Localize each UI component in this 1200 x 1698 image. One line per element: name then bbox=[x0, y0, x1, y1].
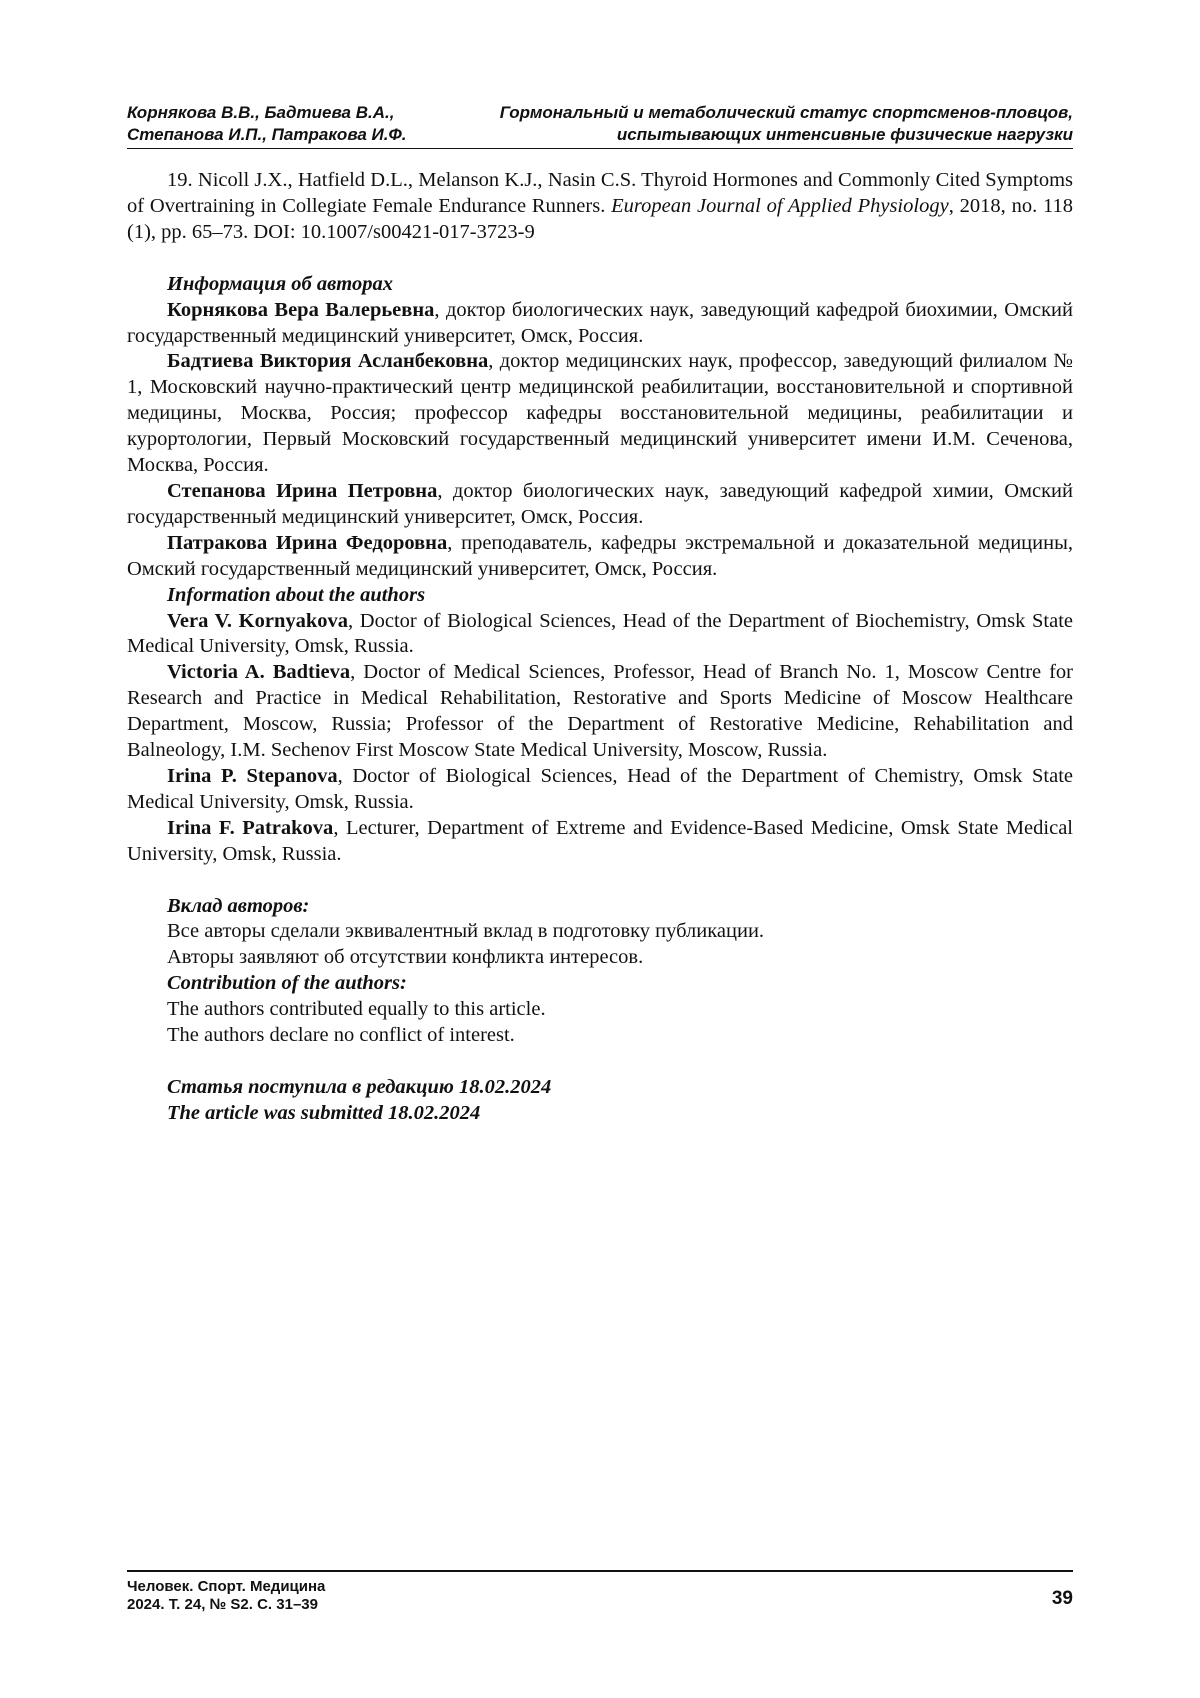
header-authors-line: Степанова И.П., Патракова И.Ф. bbox=[127, 124, 407, 146]
author-name: Корнякова Вера Валерьевна bbox=[167, 299, 434, 321]
contribution-en-line: The authors declare no conflict of interest. bbox=[127, 1023, 1073, 1049]
contribution-ru-line: Авторы заявляют об отсутствии конфликта интересов. bbox=[127, 945, 1073, 971]
author-ru-entry bbox=[127, 349, 1073, 479]
author-details: , преподаватель, кафедры экстремальной и доказательной медицины, Омский государственный медицинский университет, Омск, Россия. bbox=[127, 532, 1073, 580]
reference-text: 19. Nicoll J.X., Hatfield D.L., Melanson K.J., Nasin C.S. Thyroid Hormones and Commonly Cited Symptoms of Overtraining in Collegiate Female Endurance Runners. bbox=[127, 169, 1073, 217]
author-en-entry bbox=[127, 764, 1073, 816]
author-ru-entry bbox=[127, 531, 1073, 583]
submission-date-en: The article was submitted 18.02.2024 bbox=[127, 1101, 1073, 1127]
author-name: Victoria A. Badtieva bbox=[167, 661, 350, 683]
reference-entry bbox=[127, 168, 1073, 246]
author-en-entry bbox=[127, 816, 1073, 868]
header-title-line: Гормональный и метаболический статус спортсменов-пловцов, bbox=[500, 102, 1073, 124]
author-details: , Doctor of Biological Sciences, Head of the Department of Biochemistry, Omsk State Medical University, Omsk, Russia. bbox=[127, 610, 1073, 658]
authors-en-heading: Information about the authors bbox=[127, 583, 1073, 609]
author-name: Бадтиева Виктория Асланбековна bbox=[167, 350, 488, 372]
author-name: Патракова Ирина Федоровна bbox=[167, 532, 447, 554]
author-name: Vera V. Kornyakova bbox=[167, 610, 348, 632]
footer-journal-info bbox=[127, 1578, 325, 1614]
reference-journal: European Journal of Applied Physiology bbox=[611, 195, 949, 217]
author-details: , Doctor of Medical Sciences, Professor, Head of Branch No. 1, Moscow Centre for Research and Practice in Medical Rehabilitation, Restorative and Sports Medicine of Moscow Healthcare Department, Moscow, Russia; Professor of the Department of Restorative Medicine, Rehabilitation and Balneology, I.M. Sechenov First Moscow State Medical University, Moscow, Russia. bbox=[127, 661, 1073, 761]
spacer bbox=[127, 246, 1073, 272]
document-page bbox=[127, 0, 1073, 1698]
authors-ru-heading: Информация об авторах bbox=[127, 272, 1073, 298]
author-name: Степанова Ирина Петровна bbox=[167, 480, 437, 502]
spacer bbox=[127, 868, 1073, 894]
author-details: , Doctor of Biological Sciences, Head of the Department of Chemistry, Omsk State Medical University, Omsk, Russia. bbox=[127, 765, 1073, 813]
running-header bbox=[127, 102, 1073, 149]
author-en-entry bbox=[127, 609, 1073, 661]
header-authors-line: Корнякова В.В., Бадтиева В.А., bbox=[127, 102, 407, 124]
contribution-ru-heading: Вклад авторов: bbox=[127, 894, 1073, 920]
header-authors bbox=[127, 102, 407, 145]
author-name: Irina F. Patrakova bbox=[167, 817, 333, 839]
author-ru-entry bbox=[127, 479, 1073, 531]
contribution-ru-line: Все авторы сделали эквивалентный вклад в подготовку публикации. bbox=[127, 919, 1073, 945]
author-en-entry bbox=[127, 660, 1073, 764]
contribution-en-heading: Contribution of the authors: bbox=[127, 971, 1073, 997]
author-details: , доктор биологических наук, заведующий кафедрой химии, Омский государственный медицинский университет, Омск, Россия. bbox=[127, 480, 1073, 528]
author-details: , доктор биологических наук, заведующий кафедрой биохимии, Омский государственный медицинский университет, Омск, Россия. bbox=[127, 299, 1073, 347]
author-ru-entry bbox=[127, 298, 1073, 350]
header-title-line: испытывающих интенсивные физические нагрузки bbox=[500, 124, 1073, 146]
submission-date-ru: Статья поступила в редакцию 18.02.2024 bbox=[127, 1075, 1073, 1101]
author-details: , доктор медицинских наук, профессор, заведующий филиалом № 1, Московский научно-практический центр медицинской реабилитации, восстановительной и спортивной медицины, Москва, Россия; профессор кафедры восстановительной медицины, реабилитации и курортологии, Первый Московский государственный медицинский университет имени И.М. Сеченова, Москва, Россия. bbox=[127, 350, 1073, 476]
page-number: 39 bbox=[1052, 1588, 1073, 1610]
footer-journal-name: Человек. Спорт. Медицина bbox=[127, 1578, 325, 1596]
reference-text: , 2018, no. 118 (1), pp. 65–73. DOI: 10.1007/s00421-017-3723-9 bbox=[127, 195, 1073, 243]
main-content bbox=[127, 168, 1073, 1127]
contribution-en-line: The authors contributed equally to this article. bbox=[127, 997, 1073, 1023]
spacer bbox=[127, 1049, 1073, 1075]
page-footer bbox=[127, 1570, 1073, 1632]
header-article-title bbox=[500, 102, 1073, 145]
author-details: , Lecturer, Department of Extreme and Evidence-Based Medicine, Omsk State Medical University, Omsk, Russia. bbox=[127, 817, 1073, 865]
author-name: Irina P. Stepanova bbox=[167, 765, 338, 787]
footer-issue: 2024. Т. 24, № S2. С. 31–39 bbox=[127, 1596, 325, 1614]
